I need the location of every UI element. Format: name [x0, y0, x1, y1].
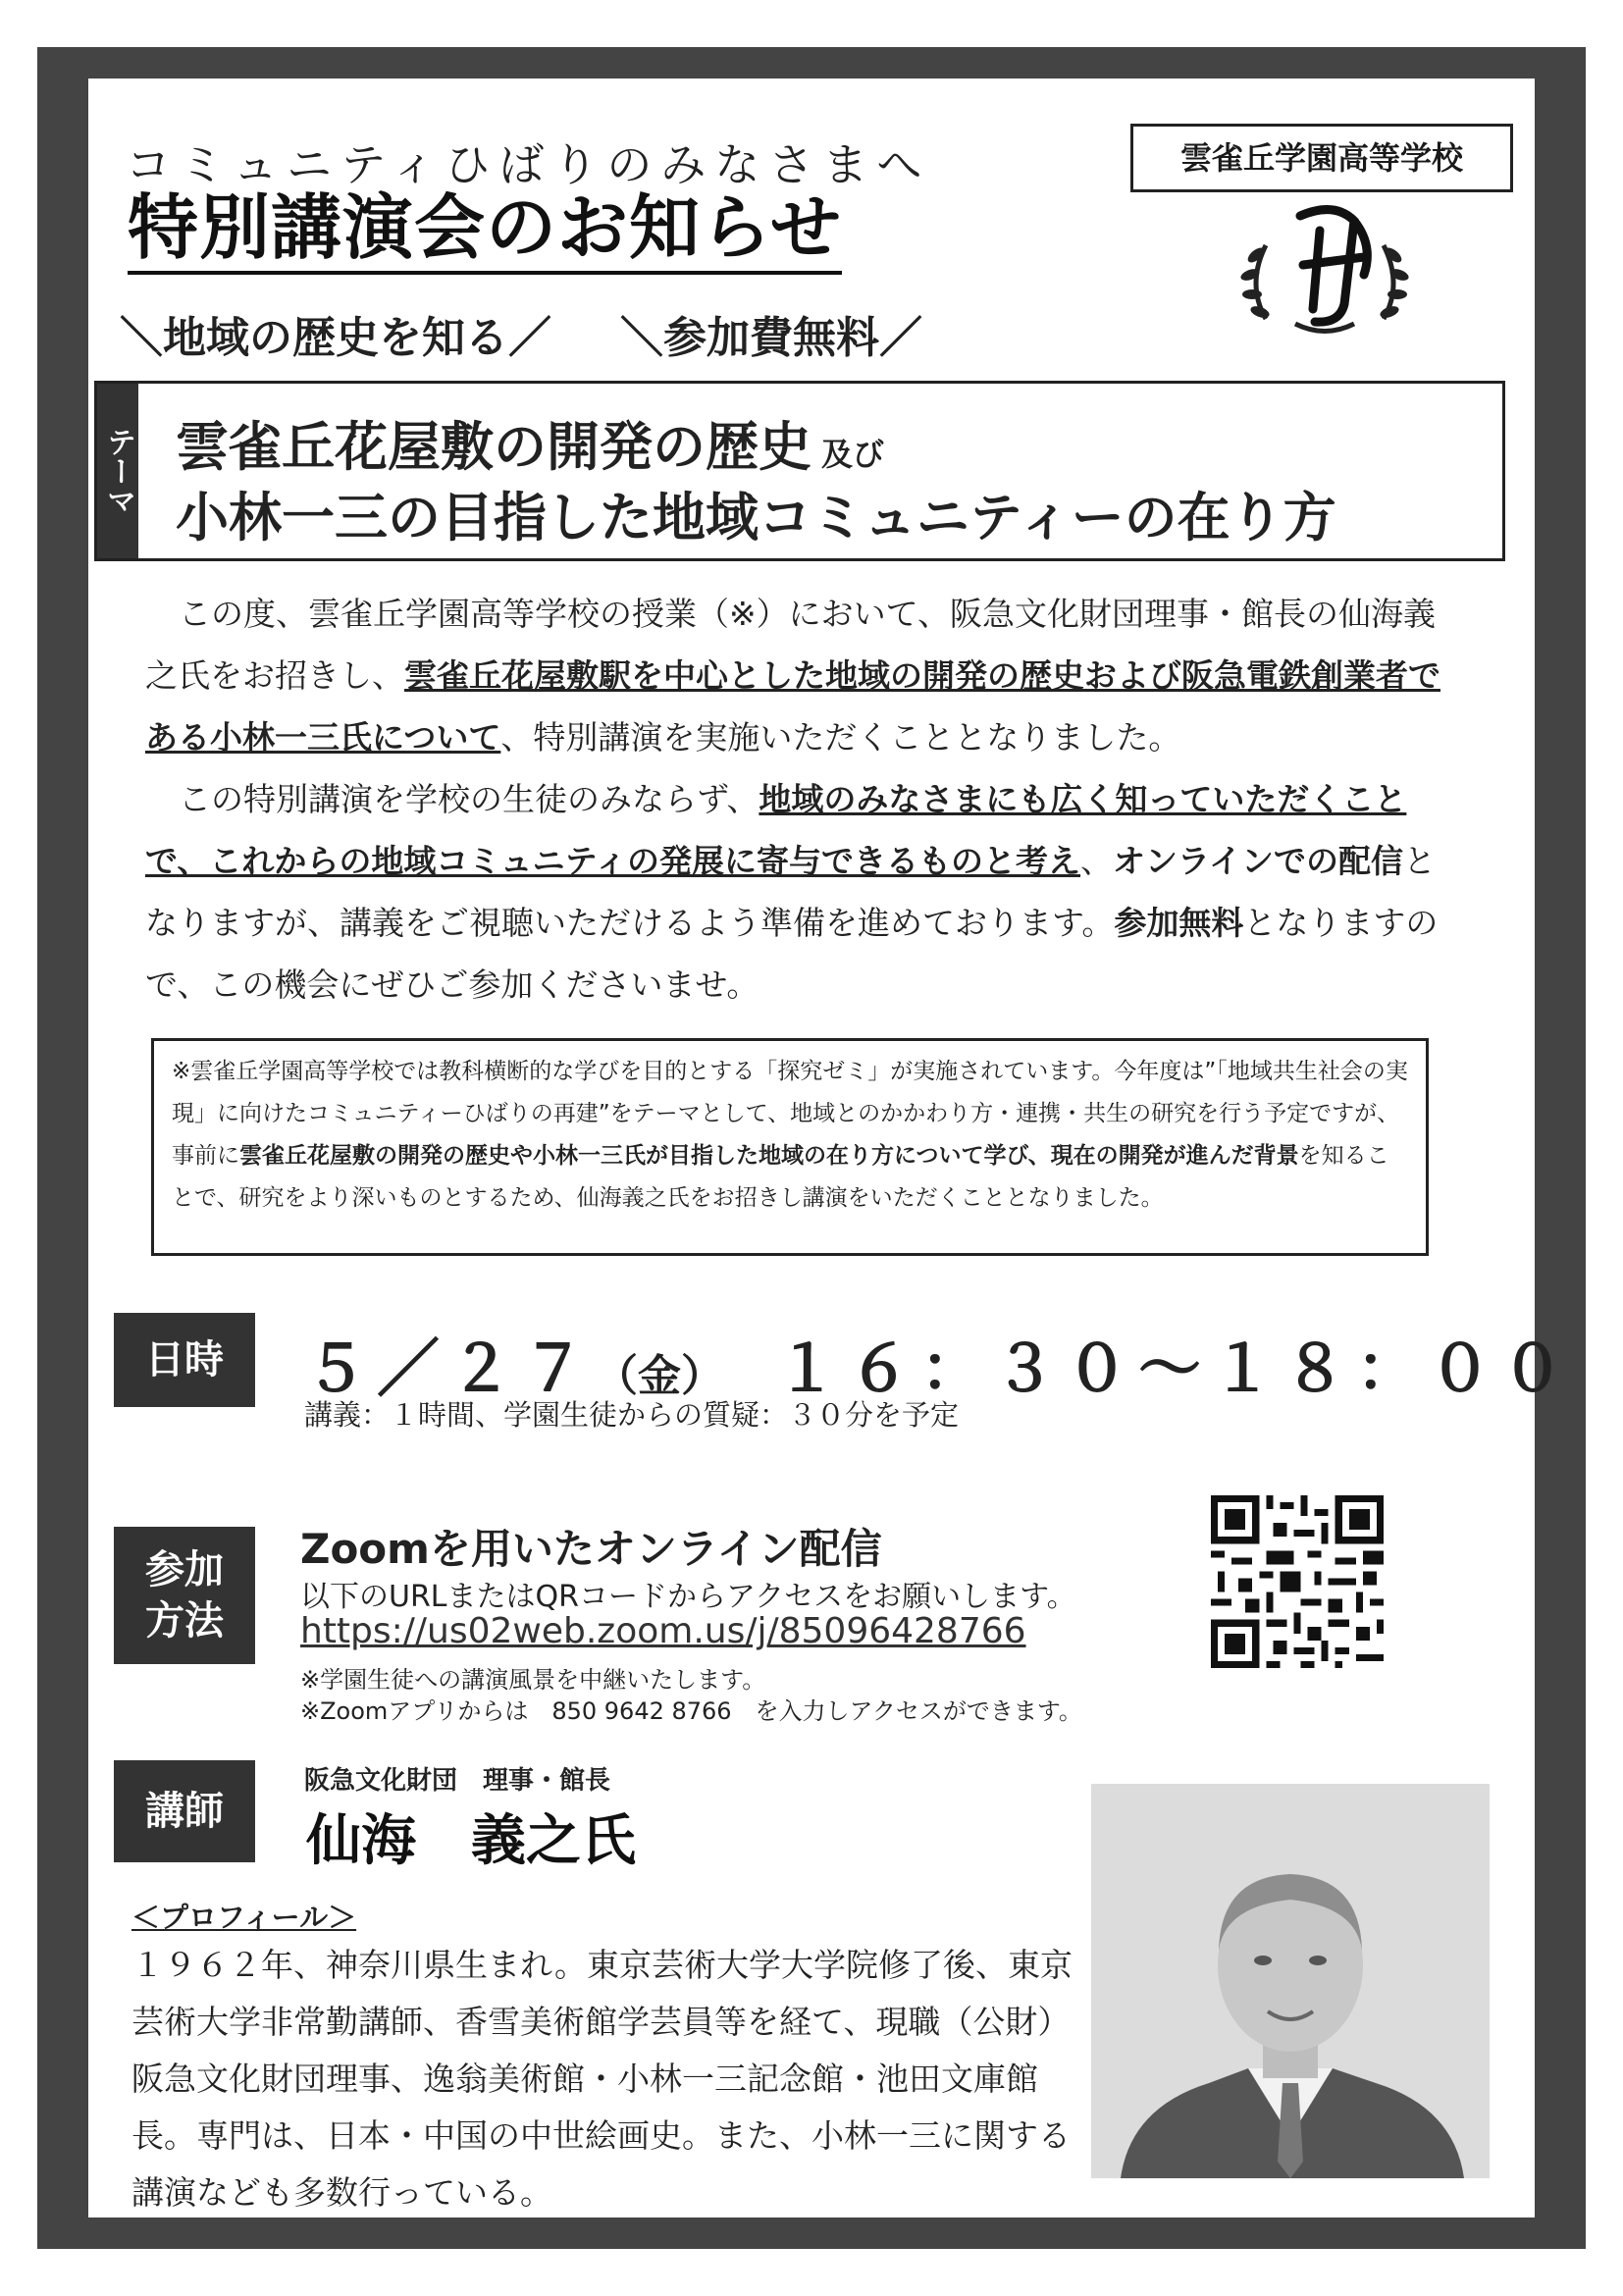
teacher-name: 仙海 義之氏	[306, 1809, 636, 1873]
method-label-2: 方法	[145, 1598, 224, 1644]
intro-p2-a: この特別講演を学校の生徒のみならず、	[179, 780, 759, 818]
method-note-2: ※Zoomアプリからは 850 9642 8766 を入力しアクセスができます。	[300, 1697, 1082, 1725]
date-label: 日時	[114, 1313, 255, 1407]
method-description: 以下のURLまたはQRコードからアクセスをお願いします。	[300, 1580, 1076, 1614]
intro-p2-free: 参加無料	[1114, 904, 1244, 942]
profile-heading: ＜プロフィール＞	[131, 1901, 357, 1934]
zoom-link[interactable]: https://us02web.zoom.us/j/85096428766	[300, 1611, 1026, 1651]
intro-p1-a: この度、雲雀丘学園高等学校の授業（※）において、阪急文化財団理事・館長の仙海義之氏をお招きし、	[145, 595, 1436, 695]
qr-code-icon[interactable]	[1211, 1495, 1384, 1668]
school-name: 雲雀丘学園高等学校	[1130, 124, 1513, 192]
theme-label: テーマ	[97, 384, 138, 558]
theme-box	[94, 381, 1505, 561]
tagline-history: ＼地域の歴史を知る／	[120, 313, 551, 363]
note-text-bold: 雲雀丘花屋敷の開発の歴史や小林一三氏が目指した地域の在り方について学び、現在の開発が進んだ背景	[239, 1143, 1299, 1169]
intro-text	[145, 583, 1458, 1016]
tagline-free: ＼参加費無料／	[620, 313, 922, 363]
theme-and: 及び	[821, 436, 885, 473]
method-label	[114, 1527, 255, 1664]
intro-p1-highlight: 雲雀丘花屋敷駅を中心とした地域の開発の歴史および阪急電鉄創業者である小林一三氏について	[145, 656, 1440, 757]
intro-paragraph-2	[145, 768, 1458, 1016]
event-date: ５／２７	[304, 1333, 595, 1406]
theme-line-1-text: 雲雀丘花屋敷の開発の歴史	[176, 415, 812, 478]
theme-line-1	[176, 405, 884, 481]
note-text-c: を知ることで、研究をより深いものとするため、仙海義之氏をお招きし講演をいただくこととなりました。	[172, 1143, 1389, 1211]
intro-p2-g: となりますので、この機会にぜひご参加くださいませ。	[145, 904, 1439, 1004]
greeting-text: コミュニティひばりのみなさまへ	[126, 138, 931, 191]
theme-text	[176, 393, 1491, 550]
page-title: 特別講演会のお知らせ	[128, 186, 842, 275]
speaker-photo	[1091, 1784, 1490, 2178]
intro-p2-online: オンラインでの配信	[1113, 842, 1404, 880]
method-title: Zoomを用いたオンライン配信	[300, 1525, 882, 1573]
method-label-1: 参加	[145, 1547, 224, 1592]
intro-p1-c: 、特別講演を実施いただくこととなりました。	[500, 718, 1181, 757]
event-weekday: （金）	[595, 1351, 703, 1401]
teacher-label: 講師	[114, 1760, 255, 1862]
note-box	[151, 1038, 1429, 1256]
method-note-1: ※学園生徒への講演風景を中継いたします。	[300, 1666, 766, 1694]
intro-p2-e: となりますが、講義をご視聴いただけるよう準備を進めております。	[145, 842, 1437, 942]
intro-p2-highlight: 地域のみなさまにも広く知っていただくことで、これからの地域コミュニティの発展に寄与できるものと考え	[145, 780, 1407, 880]
event-time: １６：３０～１８：００	[775, 1333, 1574, 1406]
intro-paragraph-1	[145, 583, 1458, 768]
note-text-a: ※雲雀丘学園高等学校では教科横断的な学びを目的とする「探究ゼミ」が実施されています。今年度は”「地域共生社会の実現」に向けたコミュニティーひばりの再建”をテーマとして、地域とのかかわり方・連携・共生の研究を行う予定ですが、事前に	[172, 1059, 1408, 1169]
school-emblem-icon	[1227, 196, 1423, 343]
intro-p2-c: 、	[1080, 842, 1114, 880]
event-detail: 講義：１時間、学園生徒からの質疑：３０分を予定	[304, 1398, 960, 1432]
profile-text: １９６２年、神奈川県生まれ。東京芸術大学大学院修了後、東京芸術大学非常勤講師、香雪美術館学芸員等を経て、現職（公財）阪急文化財団理事、逸翁美術館・小林一三記念館・池田文庫館長。専門は、日本・中国の中世絵画史。また、小林一三に関する講演なども多数行っている。	[131, 1946, 1073, 2212]
theme-line-2: 小林一三の目指した地域コミュニティーの在り方	[176, 486, 1336, 548]
teacher-organization: 阪急文化財団 理事・館長	[304, 1766, 611, 1796]
